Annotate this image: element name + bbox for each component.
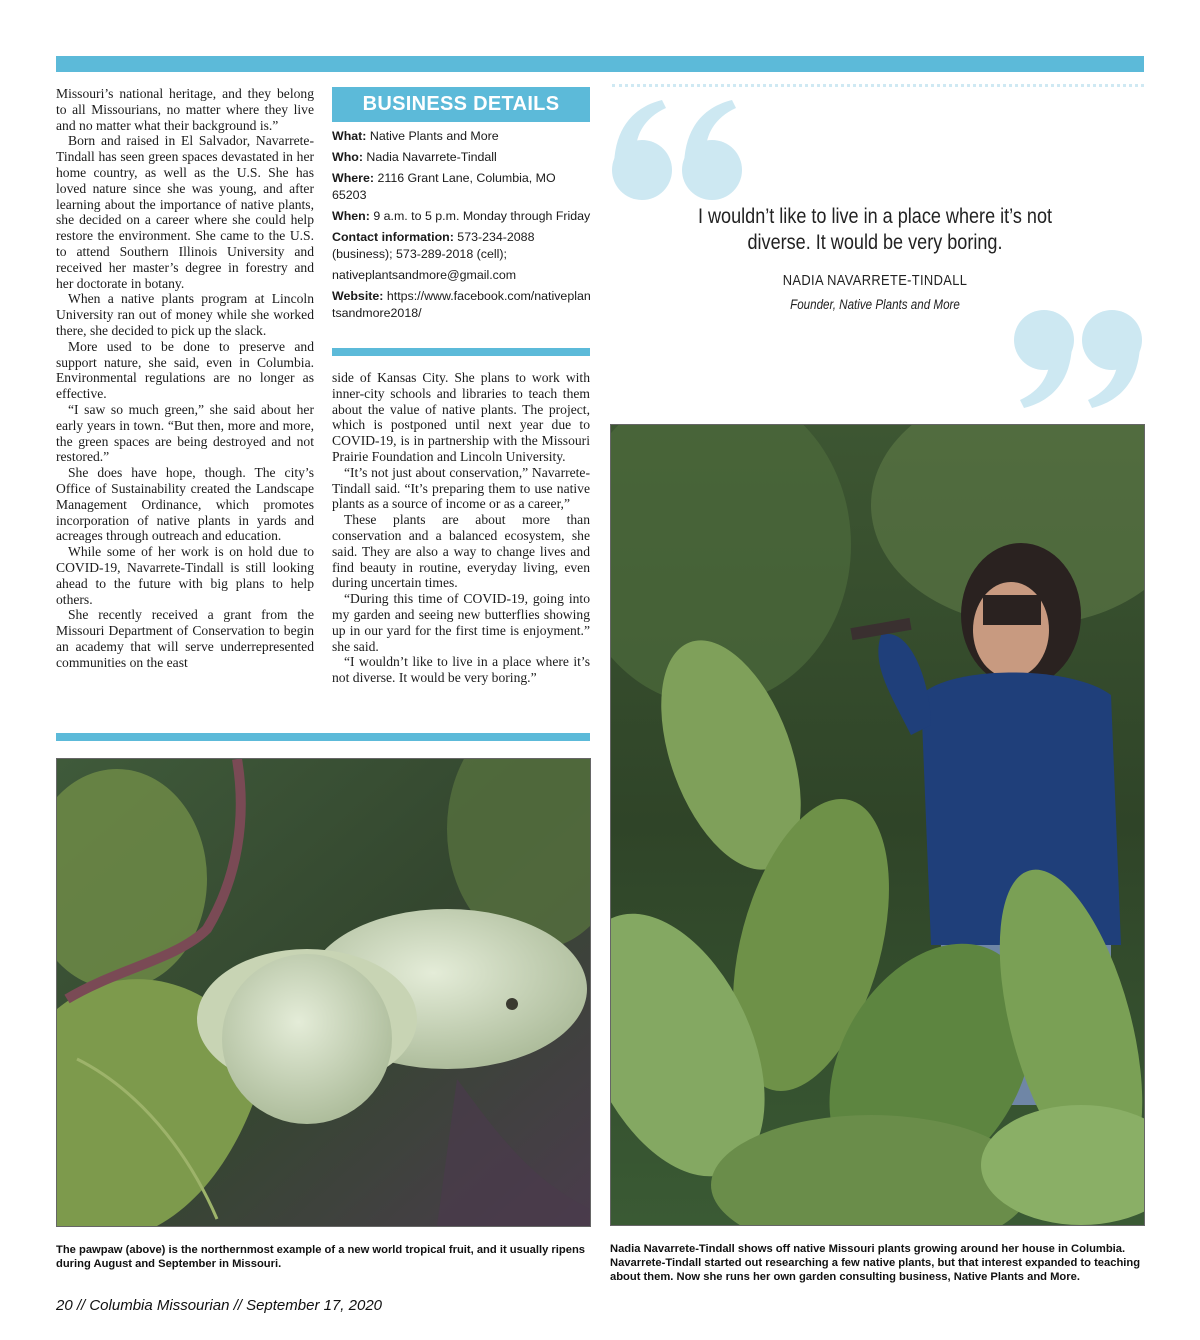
business-when: When: 9 a.m. to 5 p.m. Monday through Friday [332,209,591,223]
pawpaw-photo-illustration [57,759,590,1226]
paragraph: Born and raised in El Salvador, Navarrete-Tindall has seen green spaces devastated in her home country, as well as the U.S. She has loved nature since she was young, and after learning about the importance of native plants, she decided on a career where she could help restore the environment. She came to the U.S. to attend Southern Illinois University and received her master’s degree in forestry and her doctorate in botany. [56,133,314,291]
dotted-divider [612,84,1144,87]
pull-quote-name: NADIA NAVARRETE-TINDALL [782,272,968,289]
paragraph: “It’s not just about conservation,” Navarrete-Tindall said. “It’s preparing them to use native plants as a source of income or as a career,” [332,464,590,512]
section-divider-bar [56,733,590,741]
close-quote-icon [1010,306,1150,410]
page-footer: 20 // Columbia Missourian // September 17, 2020 [56,1297,383,1314]
paragraph: “During this time of COVID-19, going into my garden and seeing new butterflies showing up in our yard for the first time is enjoyment.” she said. [332,591,590,654]
nadia-photo-illustration [611,425,1144,1225]
business-what: What: Native Plants and More [332,129,499,143]
business-contact: Contact information: 573-234-2088 (business); 573-289-2018 (cell); [332,230,535,261]
business-where: Where: 2116 Grant Lane, Columbia, MO 65203 [332,171,556,202]
nadia-photo [610,424,1145,1226]
top-accent-bar [56,56,1144,72]
paragraph: These plants are about more than conservation and a balanced ecosystem, she said. They are also a way to change lives and find beauty in routine, everyday living, even during uncertain times. [332,512,590,591]
website-link[interactable]: https://www.facebook.com/nativeplantsandmore2018/ [332,289,591,320]
business-website: Website: https://www.facebook.com/nativeplantsandmore2018/ [332,289,591,320]
paragraph: More used to be done to preserve and support nature, she said, even in Columbia. Environmental regulations are no longer as effective. [56,338,314,402]
open-quote-icon [604,96,754,206]
business-email[interactable]: nativeplantsandmore@gmail.com [332,268,517,282]
pawpaw-photo [56,758,591,1227]
business-details-bottom-bar [332,348,590,356]
paragraph: Missouri’s national heritage, and they belong to all Missourians, no matter where they live and no matter what their background is.” [56,86,314,133]
article-column-1 [56,86,314,670]
paragraph: She recently received a grant from the Missouri Department of Conservation to begin an academy that will serve underrepresented communities on the east [56,607,314,670]
business-details-list [332,128,592,326]
pull-quote-text: I wouldn’t like to live in a place where it’s not diverse. It would be very boring. [697,205,1053,254]
paragraph: While some of her work is on hold due to COVID-19, Navarrete-Tindall is still looking ahead to the future with big plans to help others. [56,544,314,607]
paragraph: side of Kansas City. She plans to work with inner-city schools and libraries to teach them about the value of native plants. The project, which is postponed until next year due to COVID-19, is in partnership with the Missouri Prairie Foundation and Lincoln University. [332,370,590,464]
paragraph: “I saw so much green,” she said about her early years in town. “But then, more and more, the green spaces are being destroyed and not restored.” [56,401,314,465]
paragraph: She does have hope, though. The city’s Office of Sustainability created the Landscape Management Ordinance, which promotes incorporation of native plants in yards and acreages through outreach and education. [56,465,314,544]
paragraph: When a native plants program at Lincoln University ran out of money while she worked there, she decided to pick up the slack. [56,291,314,338]
business-who: Who: Nadia Navarrete-Tindall [332,150,497,164]
pull-quote-title: Founder, Native Plants and More [790,297,960,312]
paragraph: “I wouldn’t like to live in a place where it’s not diverse. It would be very boring.” [332,654,590,686]
article-column-2 [332,370,590,686]
nadia-caption: Nadia Navarrete-Tindall shows off native Missouri plants growing around her house in Columbia. Navarrete-Tindall started out researching a few native plants, but that interest expanded to teaching about them. Now she runs her own garden consulting business, Native Plants and More. [610,1243,1141,1283]
business-details-title: BUSINESS DETAILS [332,87,590,122]
pawpaw-caption: The pawpaw (above) is the northernmost example of a new world tropical fruit, and it usually ripens during August and September in Missouri. [56,1244,586,1270]
